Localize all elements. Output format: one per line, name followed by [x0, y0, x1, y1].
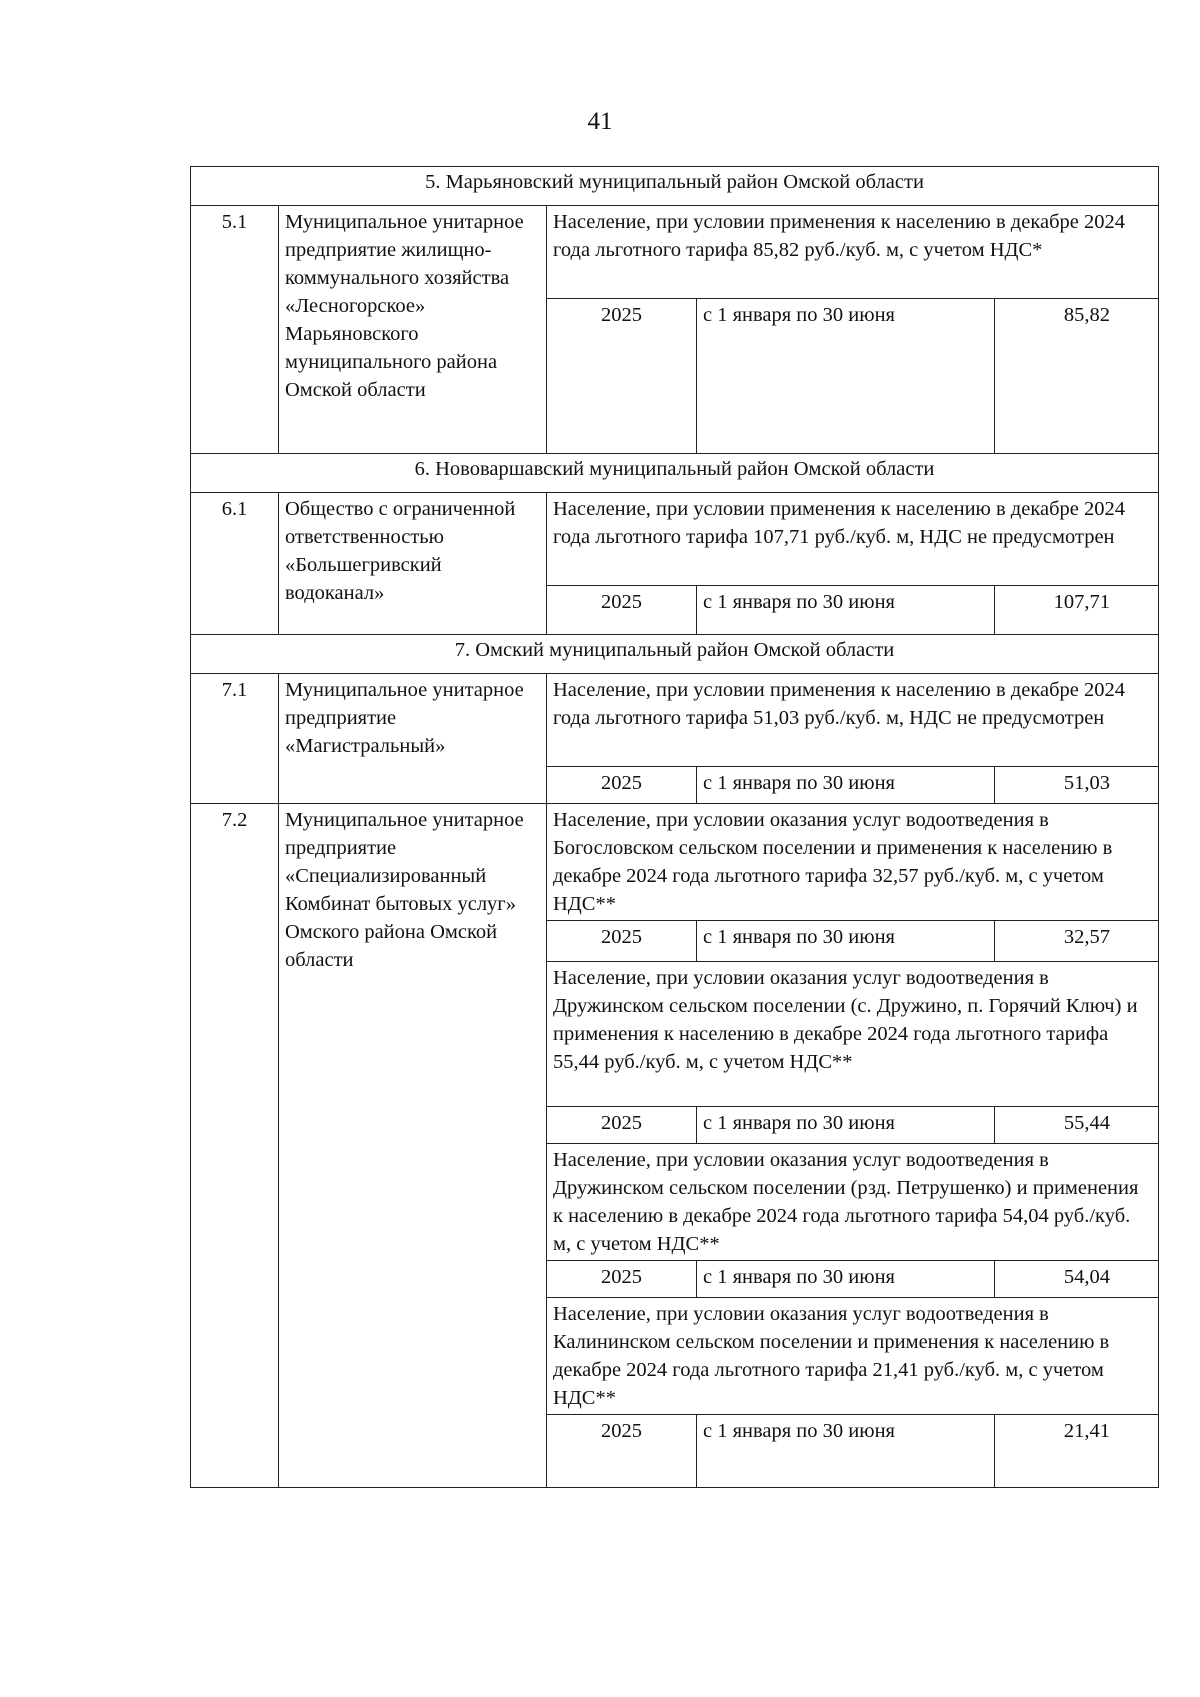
tariff-period: с 1 января по 30 июня	[697, 1107, 995, 1144]
tariff-description: Население, при условии оказания услуг водоотведения в Богословском сельском поселении и применения к населению в декабре 2024 года льготного тарифа 32,57 руб./куб. м, с учетом НДС**	[547, 804, 1159, 921]
tariff-period: с 1 января по 30 июня	[697, 1261, 995, 1298]
tariff-year: 2025	[547, 299, 697, 454]
tariff-description: Население, при условии применения к населению в декабре 2024 года льготного тарифа 107,71 руб./куб. м, НДС не предусмотрен	[547, 493, 1159, 586]
tariff-value: 107,71	[995, 586, 1159, 635]
tariff-year: 2025	[547, 921, 697, 962]
tariff-value: 21,41	[995, 1415, 1159, 1488]
table-row	[191, 804, 1159, 921]
tariff-value: 32,57	[995, 921, 1159, 962]
tariff-description: Население, при условии оказания услуг водоотведения в Дружинском сельском поселении (рзд. Петрушенко) и применения к населению в декабре 2024 года льготного тарифа 54,04 руб./куб. м, с учетом НДС**	[547, 1144, 1159, 1261]
tariff-year: 2025	[547, 1261, 697, 1298]
tariff-value: 54,04	[995, 1261, 1159, 1298]
section-title: 5. Марьяновский муниципальный район Омской области	[191, 167, 1159, 206]
entry-number: 6.1	[191, 493, 279, 635]
section-row	[191, 635, 1159, 674]
tariff-value: 85,82	[995, 299, 1159, 454]
tariff-year: 2025	[547, 1415, 697, 1488]
tariff-year: 2025	[547, 767, 697, 804]
page-number: 41	[587, 108, 613, 135]
entry-number: 7.1	[191, 674, 279, 804]
tariff-period: с 1 января по 30 июня	[697, 299, 995, 454]
tariff-value: 55,44	[995, 1107, 1159, 1144]
tariff-description: Население, при условии применения к населению в декабре 2024 года льготного тарифа 51,03 руб./куб. м, НДС не предусмотрен	[547, 674, 1159, 767]
tariff-table	[190, 166, 1159, 1488]
tariff-description: Население, при условии оказания услуг водоотведения в Дружинском сельском поселении (с. Дружино, п. Горячий Ключ) и применения к населению в декабре 2024 года льготного тарифа 55,44 руб./куб. м, с учетом НДС**	[547, 962, 1159, 1107]
organization-name: Муниципальное унитарное предприятие «Специализированный Комбинат бытовых услуг» Омского района Омской области	[279, 804, 547, 1488]
section-row	[191, 167, 1159, 206]
tariff-value: 51,03	[995, 767, 1159, 804]
tariff-period: с 1 января по 30 июня	[697, 767, 995, 804]
table-row	[191, 493, 1159, 586]
table-row	[191, 674, 1159, 767]
organization-name: Общество с ограниченной ответственностью «Большегривский водоканал»	[279, 493, 547, 635]
tariff-period: с 1 января по 30 июня	[697, 1415, 995, 1488]
entry-number: 7.2	[191, 804, 279, 1488]
table-row	[191, 206, 1159, 299]
tariff-description: Население, при условии применения к населению в декабре 2024 года льготного тарифа 85,82 руб./куб. м, с учетом НДС*	[547, 206, 1159, 299]
tariff-year: 2025	[547, 1107, 697, 1144]
tariff-period: с 1 января по 30 июня	[697, 586, 995, 635]
section-title: 7. Омский муниципальный район Омской области	[191, 635, 1159, 674]
section-row	[191, 454, 1159, 493]
tariff-year: 2025	[547, 586, 697, 635]
organization-name: Муниципальное унитарное предприятие «Магистральный»	[279, 674, 547, 804]
organization-name: Муниципальное унитарное предприятие жилищно-коммунального хозяйства «Лесногорское» Марьяновского муниципального района Омской области	[279, 206, 547, 454]
entry-number: 5.1	[191, 206, 279, 454]
tariff-period: с 1 января по 30 июня	[697, 921, 995, 962]
tariff-description: Население, при условии оказания услуг водоотведения в Калининском сельском поселении и применения к населению в декабре 2024 года льготного тарифа 21,41 руб./куб. м, с учетом НДС**	[547, 1298, 1159, 1415]
section-title: 6. Нововаршавский муниципальный район Омской области	[191, 454, 1159, 493]
